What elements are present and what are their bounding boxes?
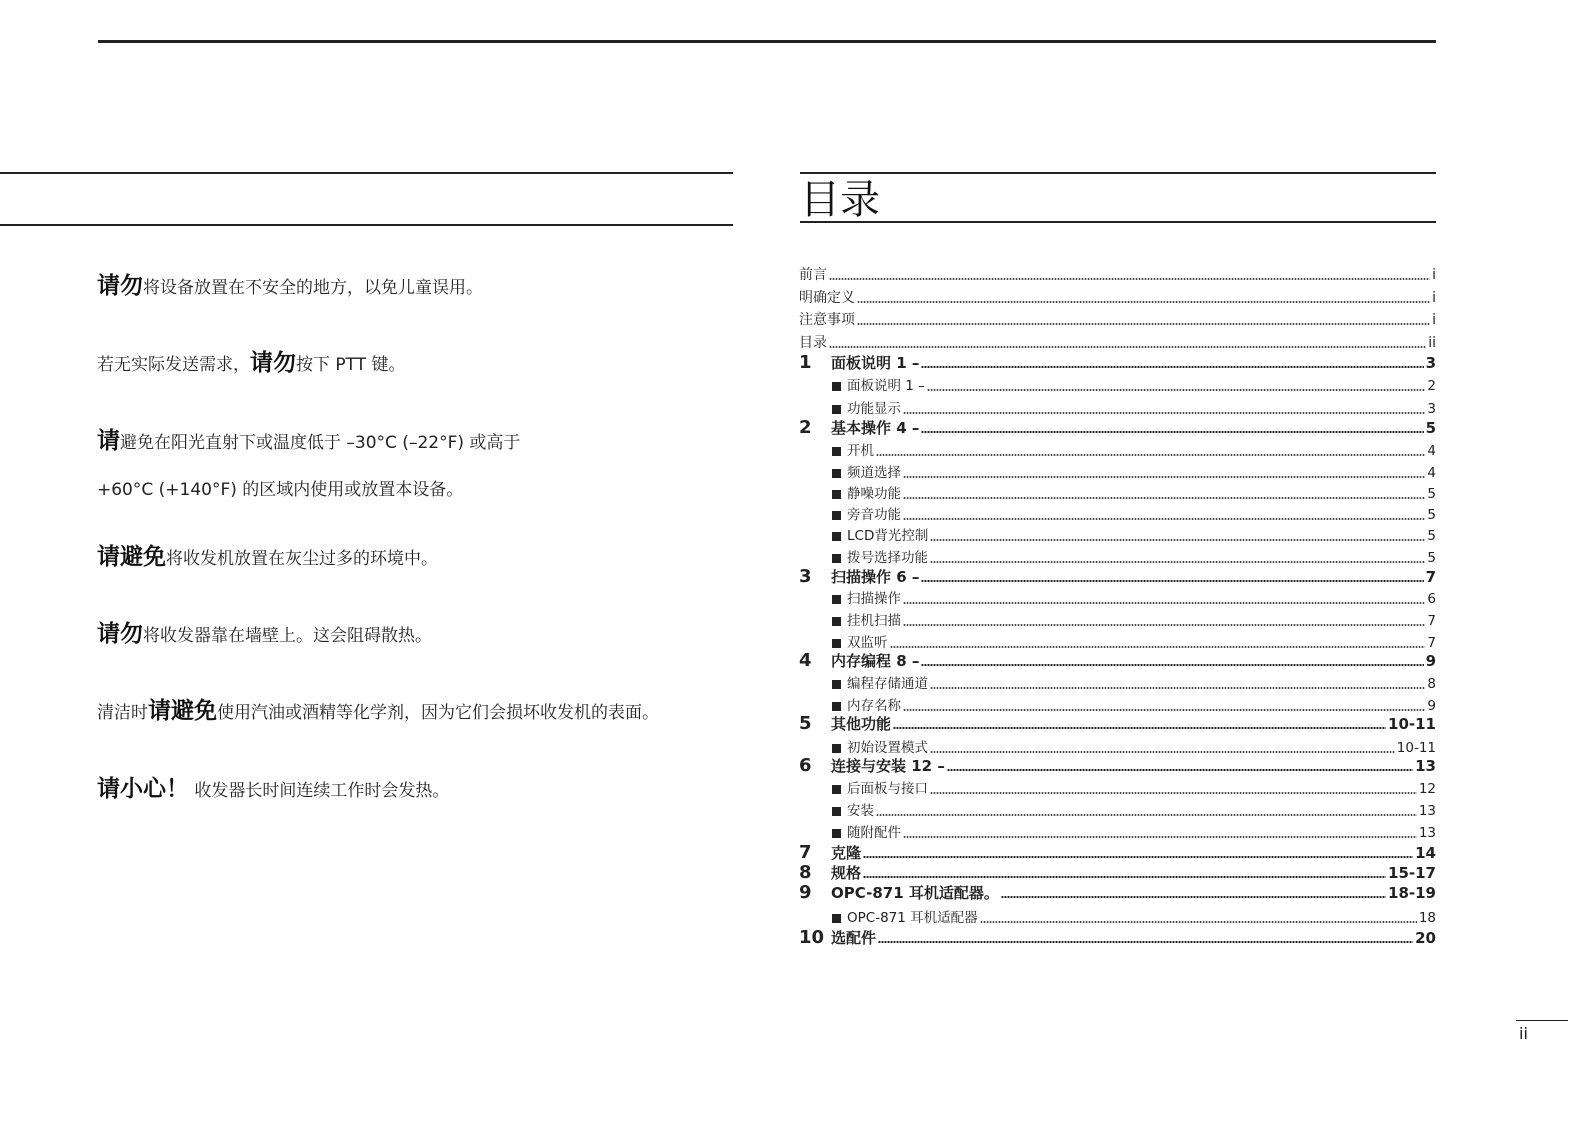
toc-entry-label: 扫描操作 (847, 591, 901, 607)
left-section-rule-bottom (0, 224, 733, 226)
dot-leader (903, 475, 1425, 479)
toc-sub-entry[interactable] (799, 440, 1436, 460)
toc-sub-entry[interactable] (799, 632, 1436, 652)
toc-page-number: i (1432, 312, 1436, 328)
square-bullet-icon (832, 554, 841, 563)
dot-leader (903, 411, 1425, 415)
dot-leader (921, 365, 1423, 369)
toc-page-number: 14 (1415, 844, 1436, 862)
toc-entry-label: 编程存储通道 (847, 676, 928, 692)
precaution-item: 请避免将收发机放置在灰尘过多的环境中。 (97, 544, 438, 570)
toc-entry-label: LCD背光控制 (847, 528, 929, 544)
toc-sub-entry[interactable] (799, 778, 1436, 798)
dot-leader (903, 623, 1425, 627)
dot-leader (947, 768, 1413, 772)
toc-page-number: 15-17 (1388, 864, 1436, 882)
toc-chapter-number: 6 (799, 755, 812, 776)
toc-page-number: 4 (1427, 443, 1436, 459)
dot-leader (857, 322, 1430, 326)
toc-page-number: ii (1428, 335, 1436, 351)
dot-leader (876, 813, 1417, 817)
square-bullet-icon (832, 807, 841, 816)
dot-leader (863, 855, 1413, 859)
toc-page-number: 5 (1425, 419, 1436, 437)
toc-entry-label: 内存编程 8 – (831, 652, 920, 670)
toc-rule-bottom (800, 221, 1436, 223)
square-bullet-icon (832, 785, 841, 794)
toc-entry-label: 克隆 (831, 844, 862, 862)
toc-entry-label: 随附配件 (847, 825, 901, 841)
toc-page-number: 6 (1427, 591, 1436, 607)
toc-entry-label: 注意事项 (799, 312, 855, 328)
dot-leader (903, 708, 1425, 712)
toc-entry-label: 选配件 (831, 929, 877, 947)
dot-leader (930, 750, 1395, 754)
toc-sub-entry[interactable] (799, 695, 1436, 715)
toc-sub-entry[interactable] (799, 800, 1436, 820)
toc-entry-label: 旁音功能 (847, 507, 901, 523)
toc-entry-label: 前言 (799, 267, 827, 283)
toc-page-number: 12 (1418, 781, 1436, 797)
toc-entry-label: 频道选择 (847, 465, 901, 481)
dot-leader (893, 726, 1386, 730)
left-section-rule-top (0, 172, 733, 174)
dot-leader (903, 517, 1425, 521)
dot-leader (857, 300, 1430, 304)
toc-chapter-entry[interactable] (799, 352, 1436, 372)
toc-chapter-number: 2 (799, 417, 812, 438)
toc-chapter-entry[interactable] (799, 927, 1436, 947)
toc-entry-label: OPC-871 耳机适配器 (847, 910, 978, 926)
precaution-item-continued: +60°C (+140°F) 的区域内使用或放置本设备。 (97, 480, 464, 500)
toc-sub-entry[interactable] (799, 737, 1436, 757)
toc-sub-entry[interactable] (799, 547, 1436, 567)
dot-leader (921, 430, 1423, 434)
toc-entry[interactable] (799, 309, 1436, 329)
toc-sub-entry[interactable] (799, 588, 1436, 608)
toc-entry-label: 初始设置模式 (847, 740, 928, 756)
toc-page-number: 5 (1427, 550, 1436, 566)
toc-sub-entry[interactable] (799, 822, 1436, 842)
toc-sub-entry[interactable] (799, 483, 1436, 503)
dot-leader (878, 940, 1413, 944)
toc-entry-label: 功能显示 (847, 401, 901, 417)
toc-entry-label: 面板说明 1 – (847, 378, 925, 394)
square-bullet-icon (832, 447, 841, 456)
toc-page-number: 3 (1427, 401, 1436, 417)
toc-entry-label: 双监听 (847, 635, 888, 651)
square-bullet-icon (832, 532, 841, 541)
toc-page-number: 7 (1427, 635, 1436, 651)
precaution-item: 请小心！ 收发器长时间连续工作时会发热。 (97, 776, 450, 802)
toc-chapter-number: 1 (799, 352, 812, 373)
dot-leader (829, 345, 1426, 349)
dot-leader (930, 791, 1417, 795)
toc-sub-entry[interactable] (799, 462, 1436, 482)
toc-title: 目录 (800, 177, 880, 223)
square-bullet-icon (832, 639, 841, 648)
toc-entry-label: 目录 (799, 335, 827, 351)
dot-leader (927, 388, 1425, 392)
toc-entry-label: 拨号选择功能 (847, 550, 928, 566)
toc-chapter-entry[interactable] (799, 417, 1436, 437)
toc-sub-entry[interactable] (799, 525, 1436, 545)
dot-leader (930, 686, 1425, 690)
dot-leader (903, 601, 1425, 605)
toc-page-number: 8 (1427, 676, 1436, 692)
toc-entry-label: 开机 (847, 443, 874, 459)
toc-page-number: i (1432, 267, 1436, 283)
toc-page-number: 10-11 (1388, 715, 1436, 733)
precaution-item: 请勿将收发器靠在墙壁上。这会阻碍散热。 (97, 621, 432, 647)
toc-entry-label: 内存名称 (847, 698, 901, 714)
square-bullet-icon (832, 490, 841, 499)
toc-sub-entry[interactable] (799, 610, 1436, 630)
page-number: ii (1519, 1024, 1528, 1043)
toc-page-number: 9 (1425, 652, 1436, 670)
square-bullet-icon (832, 382, 841, 391)
toc-sub-entry[interactable] (799, 907, 1436, 927)
toc-page-number: 13 (1418, 803, 1436, 819)
dot-leader (903, 835, 1417, 839)
toc-chapter-number: 7 (799, 842, 812, 863)
toc-chapter-number: 5 (799, 713, 812, 734)
toc-entry-label: 静噪功能 (847, 486, 901, 502)
toc-page-number: 18 (1418, 910, 1436, 926)
toc-page-number: 13 (1418, 825, 1436, 841)
toc-page-number: 5 (1427, 507, 1436, 523)
toc-entry-label: OPC-871 耳机适配器。 (831, 884, 999, 902)
toc-entry[interactable] (799, 264, 1436, 284)
toc-chapter-number: 4 (799, 650, 812, 671)
toc-entry-label: 后面板与接口 (847, 781, 928, 797)
square-bullet-icon (832, 617, 841, 626)
toc-page-number: 7 (1427, 613, 1436, 629)
page-number-rule (1516, 1020, 1568, 1021)
dot-leader (829, 277, 1430, 281)
toc-chapter-entry[interactable] (799, 862, 1436, 882)
toc-entry-label: 扫描操作 6 – (831, 568, 920, 586)
square-bullet-icon (832, 702, 841, 711)
toc-page-number: 9 (1427, 698, 1436, 714)
toc-entry-label: 面板说明 1 – (831, 354, 920, 372)
toc-chapter-entry[interactable] (799, 566, 1436, 586)
dot-leader (930, 538, 1425, 542)
toc-entry-label: 规格 (831, 864, 862, 882)
toc-entry-label: 连接与安装 12 – (831, 757, 945, 775)
dot-leader (980, 920, 1417, 924)
toc-entry[interactable] (799, 287, 1436, 307)
toc-page-number: 20 (1415, 929, 1436, 947)
toc-entry-label: 明确定义 (799, 290, 855, 306)
dot-leader (930, 560, 1425, 564)
square-bullet-icon (832, 469, 841, 478)
toc-chapter-number: 10 (799, 927, 825, 948)
square-bullet-icon (832, 595, 841, 604)
dot-leader (921, 663, 1423, 667)
precaution-item: 请避免在阳光直射下或温度低于 –30°C (–22°F) 或高于 (97, 428, 521, 454)
toc-entry-label: 安装 (847, 803, 874, 819)
toc-entry-label: 基本操作 4 – (831, 419, 920, 437)
toc-entry-label: 挂机扫描 (847, 613, 901, 629)
toc-page-number: 5 (1427, 486, 1436, 502)
toc-page-number: 18-19 (1388, 884, 1436, 902)
toc-page-number: 13 (1415, 757, 1436, 775)
toc-page-number: 5 (1427, 528, 1436, 544)
toc-page-number: 10-11 (1396, 740, 1436, 756)
toc-chapter-number: 3 (799, 566, 812, 587)
header-rule (98, 40, 1436, 43)
toc-page-number: 4 (1427, 465, 1436, 481)
toc-rule-top (800, 172, 1436, 174)
precaution-item: 请勿将设备放置在不安全的地方，以免儿童误用。 (97, 273, 483, 299)
toc-page-number: 7 (1425, 568, 1436, 586)
dot-leader (863, 875, 1386, 879)
toc-chapter-number: 8 (799, 862, 812, 883)
dot-leader (921, 579, 1423, 583)
square-bullet-icon (832, 744, 841, 753)
square-bullet-icon (832, 829, 841, 838)
toc-entry[interactable] (799, 332, 1436, 352)
toc-chapter-entry[interactable] (799, 713, 1436, 733)
dot-leader (903, 496, 1425, 500)
toc-chapter-number: 9 (799, 882, 812, 903)
toc-sub-entry[interactable] (799, 504, 1436, 524)
toc-sub-entry[interactable] (799, 673, 1436, 693)
toc-sub-entry[interactable] (799, 398, 1436, 418)
square-bullet-icon (832, 511, 841, 520)
toc-page-number: 3 (1425, 354, 1436, 372)
dot-leader (876, 453, 1425, 457)
toc-chapter-entry[interactable] (799, 755, 1436, 775)
precaution-item: 若无实际发送需求，请勿按下 PTT 键。 (97, 350, 406, 376)
toc-chapter-entry[interactable] (799, 882, 1436, 902)
square-bullet-icon (832, 680, 841, 689)
dot-leader (1001, 895, 1386, 899)
precaution-item: 清洁时请避免使用汽油或酒精等化学剂，因为它们会损坏收发机的表面。 (97, 698, 659, 724)
square-bullet-icon (832, 405, 841, 414)
toc-page-number: 2 (1427, 378, 1436, 394)
dot-leader (890, 645, 1426, 649)
toc-chapter-entry[interactable] (799, 650, 1436, 670)
toc-chapter-entry[interactable] (799, 842, 1436, 862)
toc-sub-entry[interactable] (799, 375, 1436, 395)
square-bullet-icon (832, 914, 841, 923)
toc-page-number: i (1432, 290, 1436, 306)
toc-entry-label: 其他功能 (831, 715, 892, 733)
